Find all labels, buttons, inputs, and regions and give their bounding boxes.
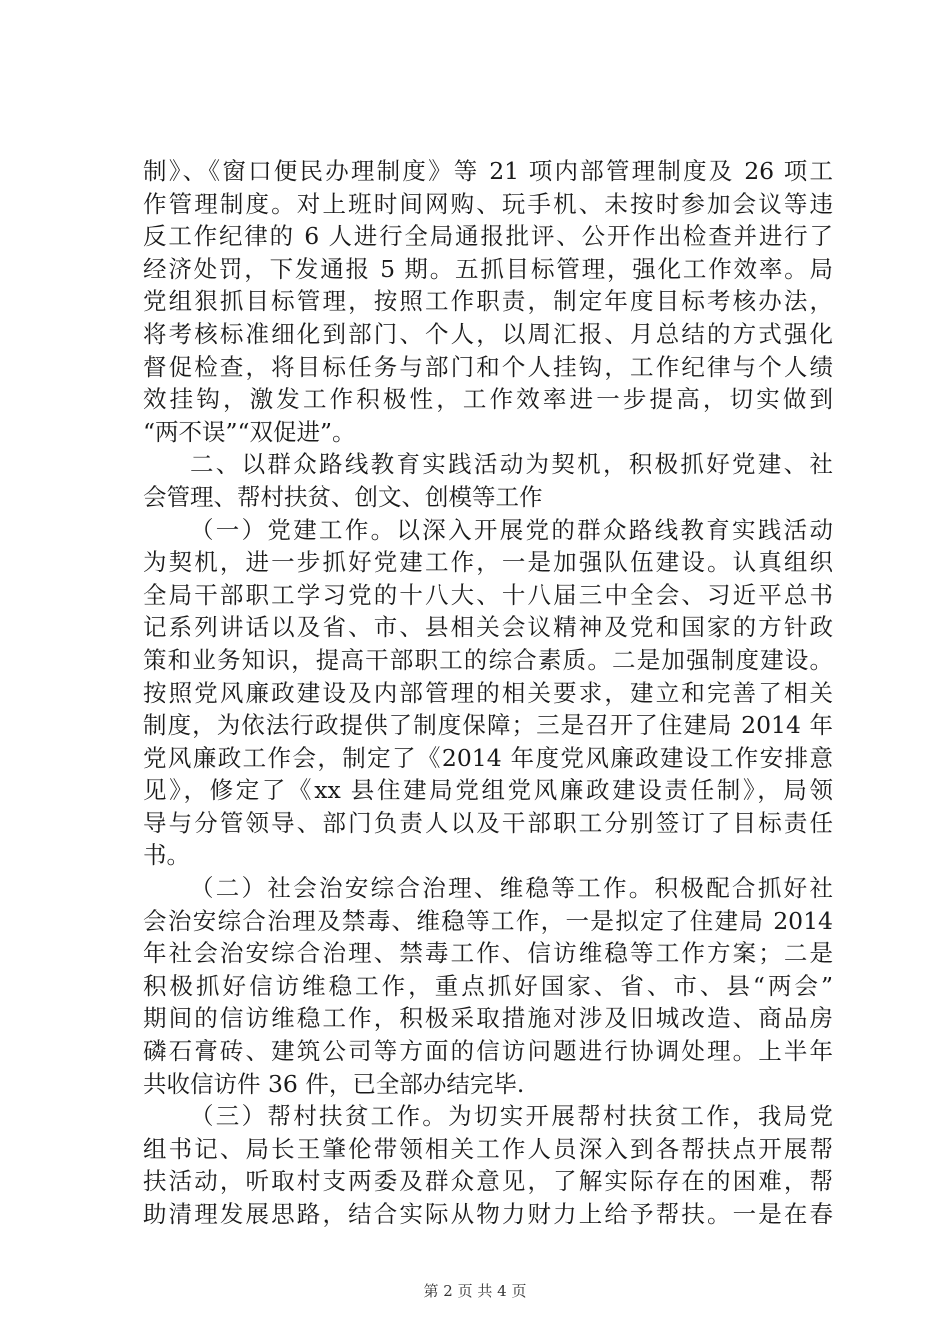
text-line: 按照党风廉政建设及内部管理的相关要求，建立和完善了相关 <box>143 678 833 707</box>
text-line: 磷石膏砖、建筑公司等方面的信访问题进行协调处理。上半年 <box>143 1037 833 1066</box>
text-line: 制度，为依法行政提供了制度保障；三是召开了住建局 2014 年 <box>143 711 833 740</box>
text-line: 作管理制度。对上班时间网购、玩手机、未按时参加会议等违 <box>143 189 833 218</box>
text-line: 党组狠抓目标管理，按照工作职责，制定年度目标考核办法， <box>143 287 833 316</box>
text-line: 组书记、局长王肇伦带领相关工作人员深入到各帮扶点开展帮 <box>143 1134 833 1163</box>
text-line: 导与分管领导、部门负责人以及干部职工分别签订了目标责任 <box>143 808 833 837</box>
text-line: （三）帮村扶贫工作。为切实开展帮村扶贫工作，我局党 <box>190 1102 833 1131</box>
page-number-footer: 第 2 页 共 4 页 <box>423 1282 527 1300</box>
text-line: 会治安综合治理及禁毒、维稳等工作，一是拟定了住建局 2014 <box>143 906 833 935</box>
text-line: 会管理、帮村扶贫、创文、创模等工作 <box>143 482 543 511</box>
text-line: 见》，修定了《xx 县住建局党组党风廉政建设责任制》，局领 <box>143 776 833 805</box>
text-line: 将考核标准细化到部门、个人，以周汇报、月总结的方式强化 <box>143 319 833 348</box>
text-line: 制》、《窗口便民办理制度》等 21 项内部管理制度及 26 项工 <box>143 157 833 185</box>
text-line: 反工作纪律的 6 人进行全局通报批评、公开作出检查并进行了 <box>143 222 833 251</box>
text-line: 党风廉政工作会，制定了《2014 年度党风廉政建设工作安排意 <box>143 743 833 772</box>
text-line: “两不误”“双促进”。 <box>143 417 356 446</box>
text-line: （一）党建工作。以深入开展党的群众路线教育实践活动 <box>190 515 833 544</box>
text-line: 年社会治安综合治理、禁毒工作、信访维稳等工作方案；二是 <box>143 939 833 968</box>
text-line: 效挂钩，激发工作积极性，工作效率进一步提高，切实做到 <box>143 385 833 414</box>
text-line: 扶活动，听取村支两委及群众意见，了解实际存在的困难，帮 <box>143 1167 833 1196</box>
document-body <box>143 155 833 1231</box>
text-line: 共收信访件 36 件，已全部办结完毕. <box>143 1069 525 1098</box>
text-line: （二）社会治安综合治理、维稳等工作。积极配合抓好社 <box>190 874 833 903</box>
text-line: 记系列讲话以及省、市、县相关会议精神及党和国家的方针政 <box>143 613 833 642</box>
text-line: 全局干部职工学习党的十八大、十八届三中全会、习近平总书 <box>143 580 833 609</box>
text-line: 积极抓好信访维稳工作，重点抓好国家、省、市、县“两会” <box>143 971 833 1000</box>
text-line: 二、以群众路线教育实践活动为契机，积极抓好党建、社 <box>190 450 833 479</box>
text-line: 为契机，进一步抓好党建工作，一是加强队伍建设。认真组织 <box>143 548 833 577</box>
text-line: 策和业务知识，提高干部职工的综合素质。二是加强制度建设。 <box>143 645 833 674</box>
text-line: 助清理发展思路，结合实际从物力财力上给予帮扶。一是在春 <box>143 1200 833 1228</box>
text-line: 督促检查，将目标任务与部门和个人挂钩，工作纪律与个人绩 <box>143 352 833 381</box>
text-line: 期间的信访维稳工作，积极采取措施对涉及旧城改造、商品房 <box>143 1004 833 1033</box>
text-line: 经济处罚，下发通报 5 期。五抓目标管理，强化工作效率。局 <box>143 254 833 283</box>
text-line: 书。 <box>143 841 190 870</box>
